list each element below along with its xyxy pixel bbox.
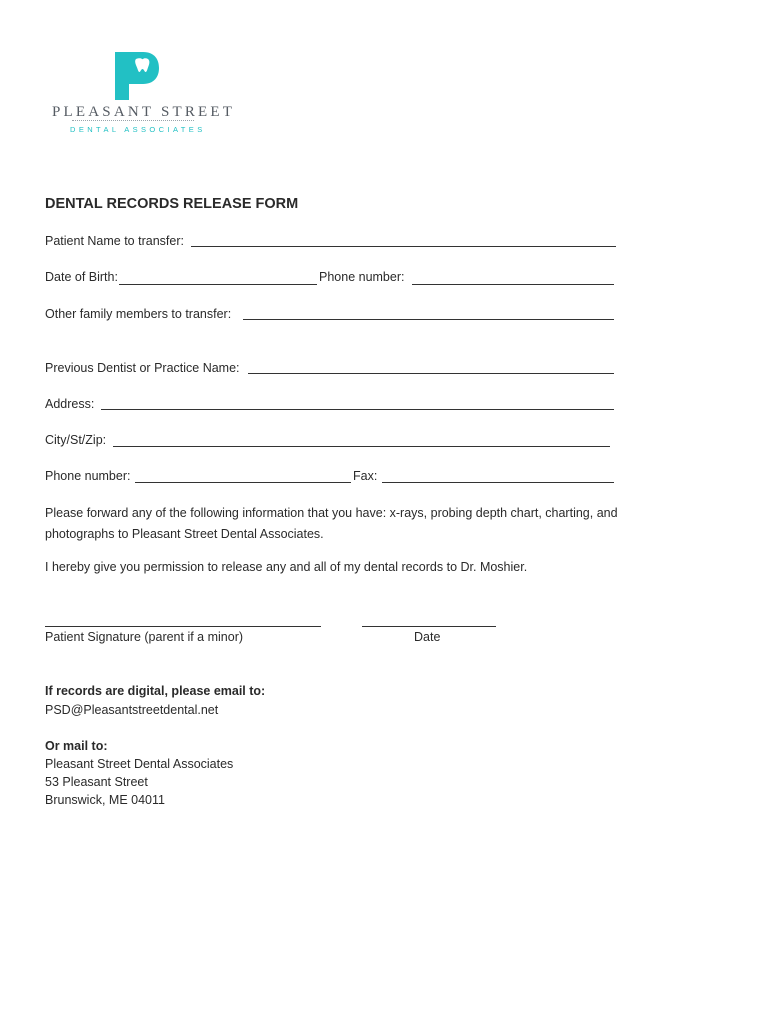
mail-street: 53 Pleasant Street [45,775,148,789]
logo-divider [72,120,194,121]
dob-label: Date of Birth: [45,270,118,284]
previous-dentist-field[interactable] [248,373,614,374]
form-title: DENTAL RECORDS RELEASE FORM [45,196,299,212]
signature-field[interactable] [45,626,321,627]
practice-phone-field[interactable] [135,482,351,483]
date-field[interactable] [362,626,496,627]
address-label: Address: [45,397,95,411]
dob-field[interactable] [119,284,317,285]
city-st-zip-field[interactable] [113,446,610,447]
logo-mark [113,50,161,102]
family-members-label: Other family members to transfer: [45,307,232,321]
previous-dentist-label: Previous Dentist or Practice Name: [45,361,240,375]
email-address[interactable]: PSD@Pleasantstreetdental.net [45,703,219,717]
fax-field[interactable] [382,482,614,483]
fax-label: Fax: [353,469,378,483]
patient-name-label: Patient Name to transfer: [45,234,184,248]
mail-heading: Or mail to: [45,739,108,753]
logo-subtitle: DENTAL ASSOCIATES [70,125,206,134]
mail-city: Brunswick, ME 04011 [45,793,165,807]
family-members-field[interactable] [243,319,614,320]
mail-org: Pleasant Street Dental Associates [45,757,234,771]
digital-heading: If records are digital, please email to: [45,684,266,698]
signature-label: Patient Signature (parent if a minor) [45,630,244,644]
phone-field[interactable] [412,284,614,285]
instructions-text: Please forward any of the following information that you have: x-rays, probing depth chart, charting, and photographs to Pleasant Street Dental Associates. [45,506,618,541]
phone-label: Phone number: [319,270,405,284]
permission-text: I hereby give you permission to release any and all of my dental records to Dr. Moshier. [45,560,528,574]
patient-name-field[interactable] [191,246,616,247]
practice-phone-label: Phone number: [45,469,131,483]
date-label: Date [414,630,441,644]
address-field[interactable] [101,409,614,410]
logo-name: PLEASANT STREET [52,104,236,120]
city-st-zip-label: City/St/Zip: [45,433,107,447]
